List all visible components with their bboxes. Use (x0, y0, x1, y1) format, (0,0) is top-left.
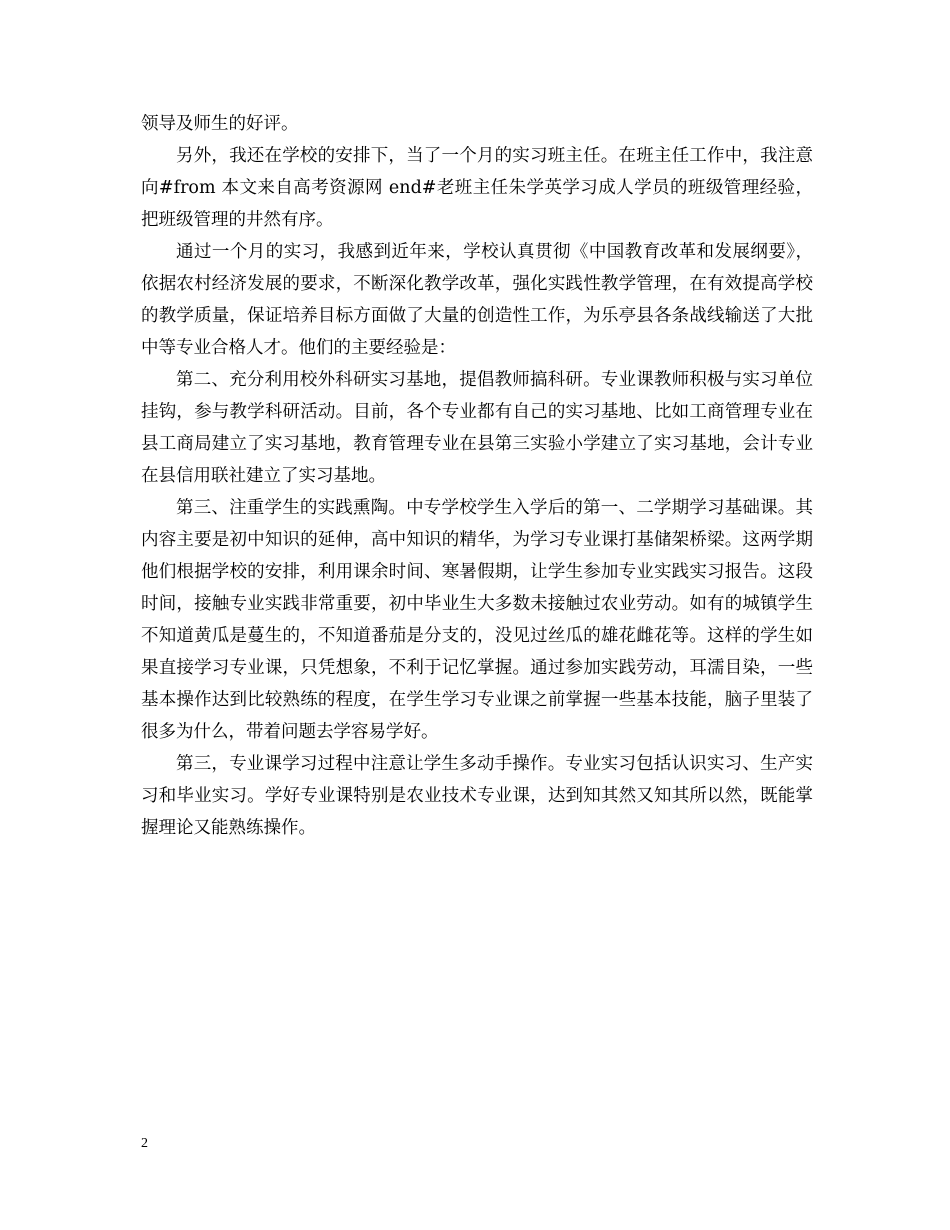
paragraph-continuation: 领导及师生的好评。 (141, 114, 299, 134)
paragraph-research-base: 第二、充分利用校外科研实习基地，提倡教师搞科研。专业课教师积极与实习单位挂钩，参与教学科研活动。目前，各个专业都有自己的实习基地、比如工商管理专业在县工商局建立了实习基地，教育管理专业在县第三实验小学建立了实习基地，会计专业在县信用联社建立了实习基地。 (141, 370, 813, 486)
page-number: 2 (141, 1136, 148, 1151)
document-body (141, 108, 813, 844)
paragraph-practice: 第三、注重学生的实践熏陶。中专学校学生入学后的第一、二学期学习基础课。其内容主要是初中知识的延伸，高中知识的精华，为学习专业课打基储架桥梁。这两学期他们根据学校的安排，利用课余时间、寒暑假期，让学生参加专业实践实习报告。这段时间，接触专业实践非常重要，初中毕业生大多数未接触过农业劳动。如有的城镇学生不知道黄瓜是蔓生的，不知道番茄是分支的，没见过丝瓜的雄花雌花等。这样的学生如果直接学习专业课，只凭想象，不利于记忆掌握。通过参加实践劳动，耳濡目染，一些基本操作达到比较熟练的程度，在学生学习专业课之前掌握一些基本技能，脑子里装了很多为什么，带着问题去学容易学好。 (141, 498, 813, 742)
paragraph-hands-on: 第三，专业课学习过程中注意让学生多动手操作。专业实习包括认识实习、生产实习和毕业实习。学好专业课特别是农业技术专业课，达到知其然又知其所以然，既能掌握理论又能熟练操作。 (141, 754, 813, 838)
paragraph-class-teacher: 另外，我还在学校的安排下，当了一个月的实习班主任。在班主任工作中，我注意向#from 本文来自高考资源网 end#老班主任朱学英学习成人学员的班级管理经验，把班级管理的井然有序。 (141, 146, 813, 230)
paragraph-internship-summary: 通过一个月的实习，我感到近年来，学校认真贯彻《中国教育改革和发展纲要》，依据农村经济发展的要求，不断深化教学改革，强化实践性教学管理，在有效提高学校的教学质量，保证培养目标方面做了大量的创造性工作，为乐亭县各条战线输送了大批中等专业合格人才。他们的主要经验是： (141, 242, 813, 358)
